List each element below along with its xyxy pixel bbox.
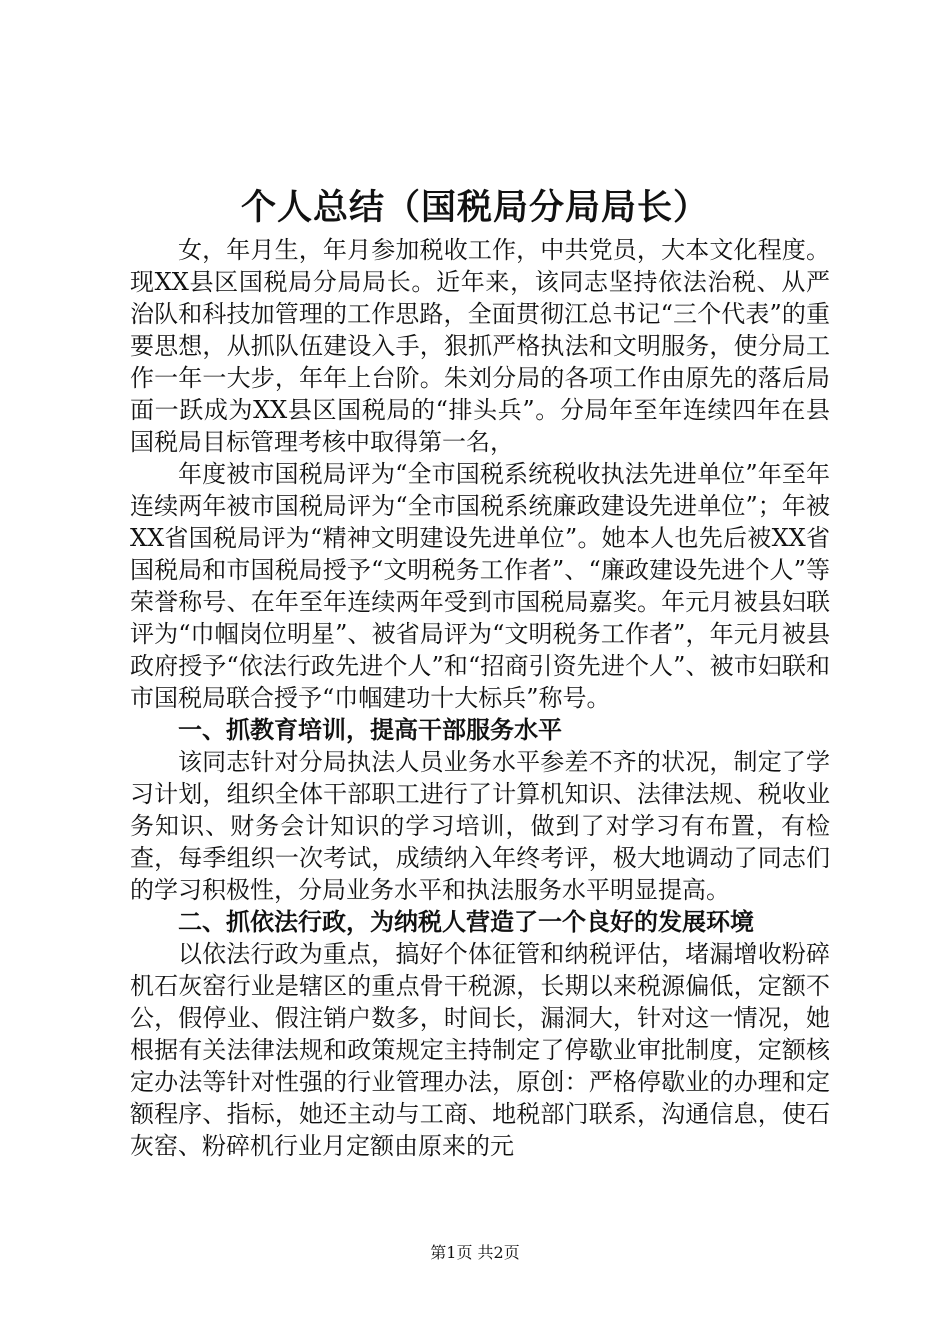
- document-title: 个人总结（国税局分局局长）: [240, 188, 709, 228]
- section-2-heading: 二、抓依法行政，为纳税人营造了一个良好的发展环境: [178, 908, 754, 936]
- page-number-footer: 第1页 共2页: [430, 1243, 520, 1262]
- section-2-paragraph: 以依法行政为重点，搞好个体征管和纳税评估，堵漏增收粉碎机石灰窑行业是辖区的重点骨干税源，长期以来税源偏低，定额不公，假停业、假注销户数多，时间长，漏洞大，针对这一情况，她根据有关法律法规和政策规定主持制定了停歇业审批制度，定额核定办法等针对性强的行业管理办法，原创：严格停歇业的办理和定额程序、指标，她还主动与工商、地税部门联系，沟通信息，使石灰窑、粉碎机行业月定额由原来的元: [130, 940, 830, 1160]
- intro-paragraph-2: 年度被市国税局评为“全市国税系统税收执法先进单位”年至年连续两年被市国税局评为“全市国税系统廉政建设先进单位”；年被XX省国税局评为“精神文明建设先进单位”。她本人也先后被XX省国税局和市国税局授予“文明税务工作者”、“廉政建设先进个人”等荣誉称号、在年至年连续两年受到市国税局嘉奖。年元月被县妇联评为“巾帼岗位明星”、被省局评为“文明税务工作者”，年元月被县政府授予“依法行政先进个人”和“招商引资先进个人”、被市妇联和市国税局联合授予“巾帼建功十大标兵”称号。: [130, 460, 830, 712]
- section-1-paragraph: 该同志针对分局执法人员业务水平参差不齐的状况，制定了学习计划，组织全体干部职工进行了计算机知识、法律法规、税收业务知识、财务会计知识的学习培训，做到了对学习有布置，有检查，每季组织一次考试，成绩纳入年终考评，极大地调动了同志们的学习积极性，分局业务水平和执法服务水平明显提高。: [130, 748, 830, 904]
- intro-paragraph-1: 女，年月生，年月参加税收工作，中共党员，大本文化程度。现XX县区国税局分局局长。近年来，该同志坚持依法治税、从严治队和科技加管理的工作思路，全面贯彻江总书记“三个代表”的重要思想，从抓队伍建设入手，狠抓严格执法和文明服务，使分局工作一年一大步，年年上台阶。朱刘分局的各项工作由原先的落后局面一跃成为XX县区国税局的“排头兵”。分局年至年连续四年在县国税局目标管理考核中取得第一名，: [130, 236, 830, 456]
- document-body: [130, 234, 830, 1162]
- section-1-heading: 一、抓教育培训，提高干部服务水平: [178, 716, 562, 744]
